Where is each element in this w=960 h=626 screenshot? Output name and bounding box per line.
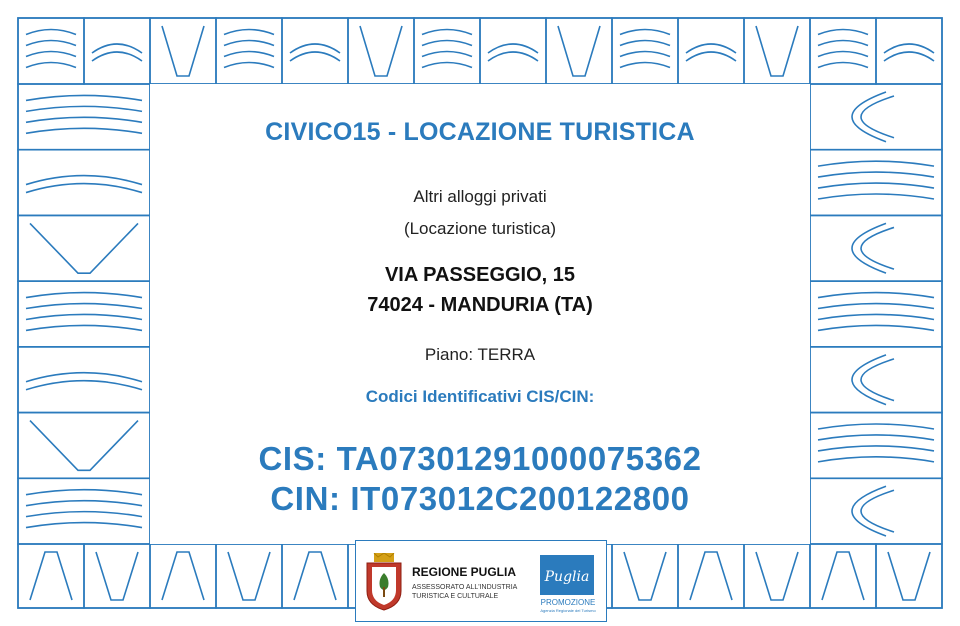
promo-logo-text: Puglia: [544, 569, 590, 585]
region-sub-2: TURISTICA E CULTURALE: [412, 593, 499, 600]
promo-label: PROMOZIONE: [540, 598, 596, 607]
codes-heading: Codici Identificativi CIS/CIN:: [365, 387, 595, 406]
cis-code: CIS: TA07301291000075362: [258, 440, 702, 477]
region-sub-1: ASSESSORATO ALL'INDUSTRIA: [412, 584, 518, 591]
promo-sub: Agenzia Regionale del Turismo: [540, 608, 596, 613]
regione-puglia-crest-icon: [364, 553, 404, 611]
cin-code: CIN: IT073012C200122800: [270, 480, 690, 517]
region-name: REGIONE PUGLIA: [412, 565, 517, 579]
category-line-2: (Locazione turistica): [403, 219, 557, 238]
address-city: 74024 - MANDURIA (TA): [367, 294, 593, 316]
floor-info: Piano: TERRA: [424, 345, 536, 364]
logos-box: [355, 540, 607, 622]
address-street: VIA PASSEGGIO, 15: [384, 264, 576, 286]
category-line-1: Altri alloggi privati: [413, 187, 547, 206]
page-title: CIVICO15 - LOCAZIONE TURISTICA: [265, 118, 695, 146]
info-panel: [150, 84, 810, 544]
